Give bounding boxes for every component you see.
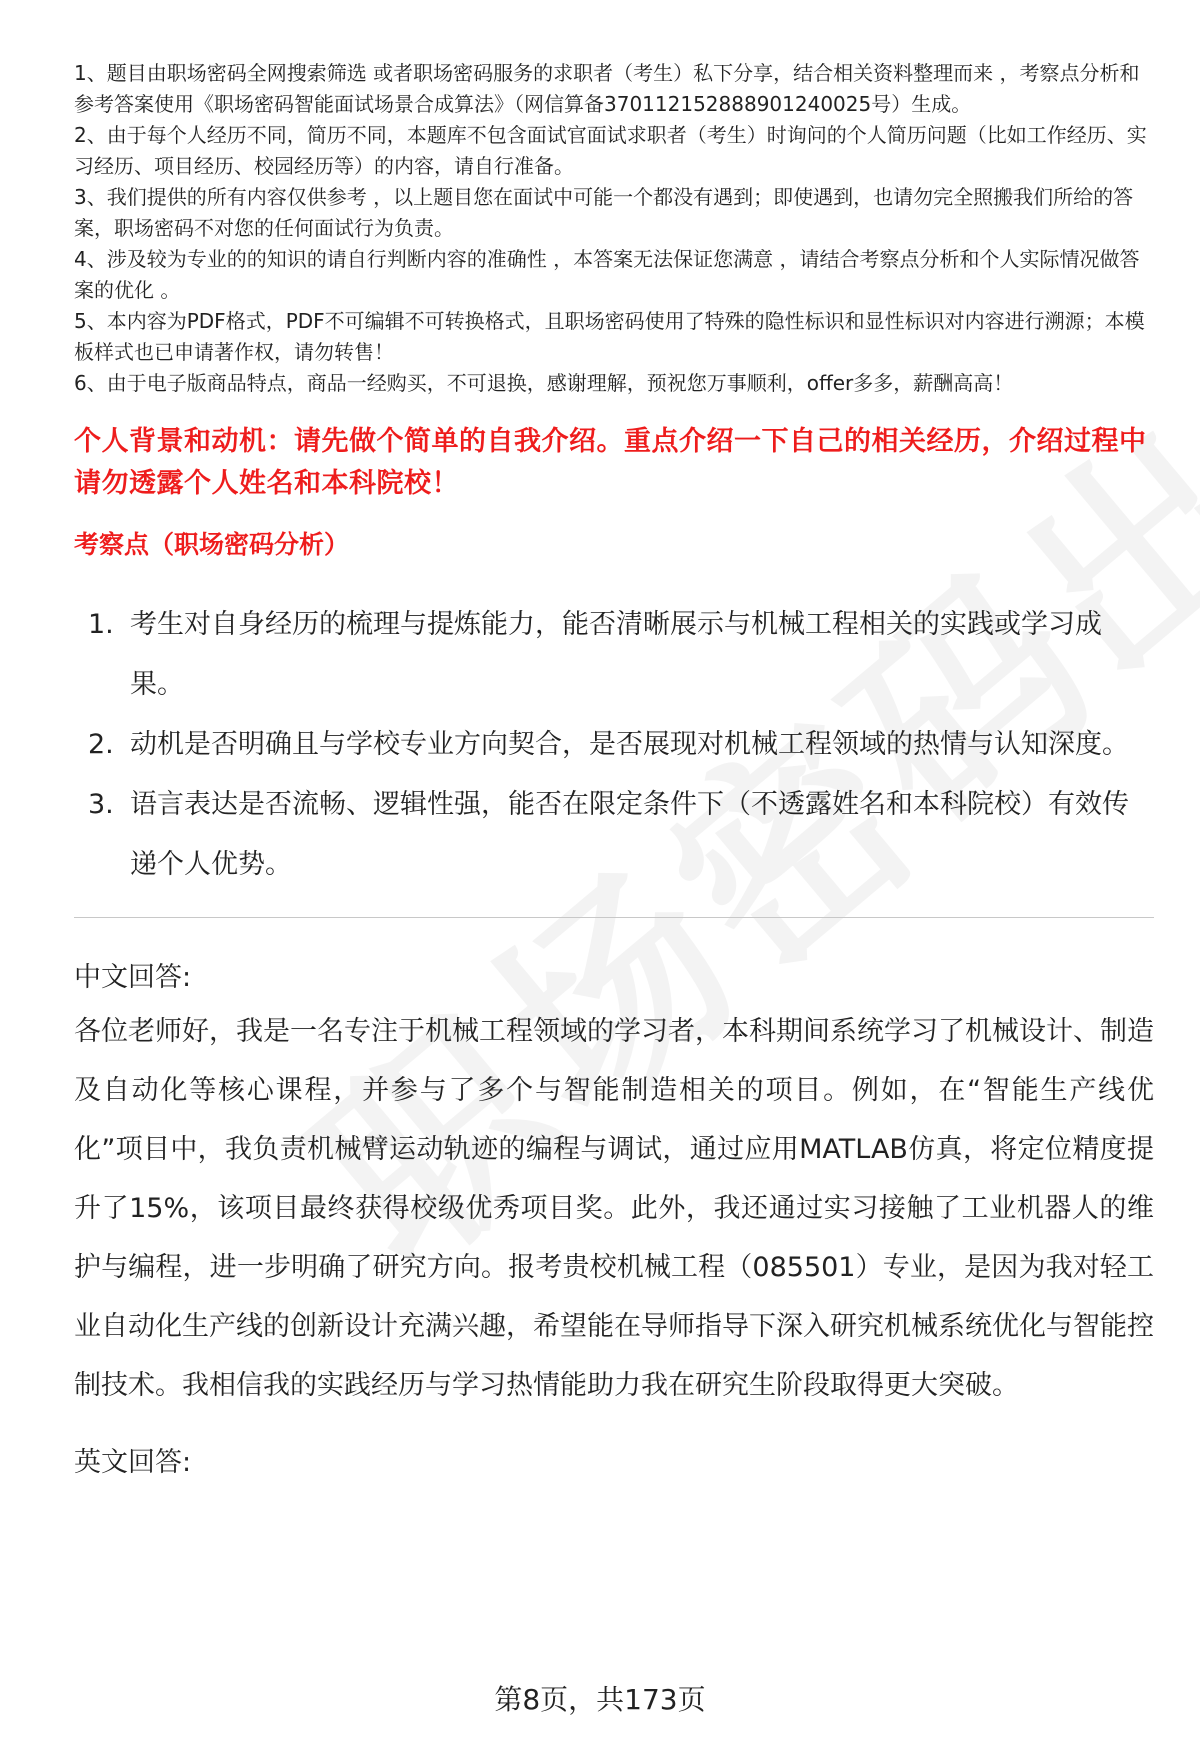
question-title: 个人背景和动机：请先做个简单的自我介绍。重点介绍一下自己的相关经历，介绍过程中请勿透露个人姓名和本科院校！ <box>74 426 1147 499</box>
analysis-points <box>74 595 1154 895</box>
document-page <box>74 58 1154 1483</box>
analysis-point <box>74 775 1154 895</box>
analysis-point <box>74 715 1154 775</box>
english-answer-label: 英文回答: <box>74 1447 192 1478</box>
section-divider <box>74 917 1154 918</box>
note-item: 3、我们提供的所有内容仅供参考 ，以上题目您在面试中可能一个都没有遇到；即使遇到，也请勿完全照搬我们所给的答案，职场密码不对您的任何面试行为负责。 <box>74 185 1134 240</box>
chinese-answer-text: 各位老师好，我是一名专注于机械工程领域的学习者，本科期间系统学习了机械设计、制造及自动化等核心课程，并参与了多个与智能制造相关的项目。例如，在“智能生产线优化”项目中，我负责机械臂运动轨迹的编程与调试，通过应用MATLAB仿真，将定位精度提升了15%，该项目最终获得校级优秀项目奖。此外，我还通过实习接触了工业机器人的维护与编程，进一步明确了研究方向。报考贵校机械工程（085501）专业，是因为我对轻工业自动化生产线的创新设计充满兴趣，希望能在导师指导下深入研究机械系统优化与智能控制技术。我相信我的实践经历与学习热情能助力我在研究生阶段取得更大突破。 <box>74 1016 1154 1401</box>
note-item: 2、由于每个人经历不同，简历不同，本题库不包含面试官面试求职者（考生）时询问的个人简历问题（比如工作经历、实习经历、项目经历、校园经历等）的内容，请自行准备。 <box>74 123 1147 178</box>
point-number: 1. <box>88 609 114 640</box>
note-item: 1、题目由职场密码全网搜索筛选 或者职场密码服务的求职者（考生）私下分享，结合相关资料整理而来 ，考察点分析和参考答案使用《职场密码智能面试场景合成算法》（网信算备370112152888901240025号）生成。 <box>74 61 1140 116</box>
point-text: 动机是否明确且与学校专业方向契合，是否展现对机械工程领域的热情与认知深度。 <box>130 729 1129 760</box>
chinese-answer-label: 中文回答: <box>74 962 192 993</box>
analysis-title: 考察点（职场密码分析） <box>74 530 350 559</box>
point-number: 3. <box>88 789 114 820</box>
note-item: 4、涉及较为专业的的知识的请自行判断内容的准确性 ，本答案无法保证您满意 ，请结合考察点分析和个人实际情况做答案的优化 。 <box>74 247 1140 302</box>
page-number: 第8页，共173页 <box>494 1683 706 1716</box>
point-text: 语言表达是否流畅、逻辑性强，能否在限定条件下（不透露姓名和本科院校）有效传递个人优势。 <box>130 789 1129 880</box>
note-item: 5、本内容为PDF格式，PDF不可编辑不可转换格式，且职场密码使用了特殊的隐性标识和显性标识对内容进行溯源；本模板样式也已申请著作权，请勿转售！ <box>74 309 1145 364</box>
note-item: 6、由于电子版商品特点，商品一经购买，不可退换，感谢理解，预祝您万事顺利，offer多多，薪酬高高！ <box>74 371 1014 395</box>
point-text: 考生对自身经历的梳理与提炼能力，能否清晰展示与机械工程相关的实践或学习成果。 <box>130 609 1102 700</box>
point-number: 2. <box>88 729 114 760</box>
analysis-point <box>74 595 1154 715</box>
disclaimer-notes <box>74 58 1154 399</box>
